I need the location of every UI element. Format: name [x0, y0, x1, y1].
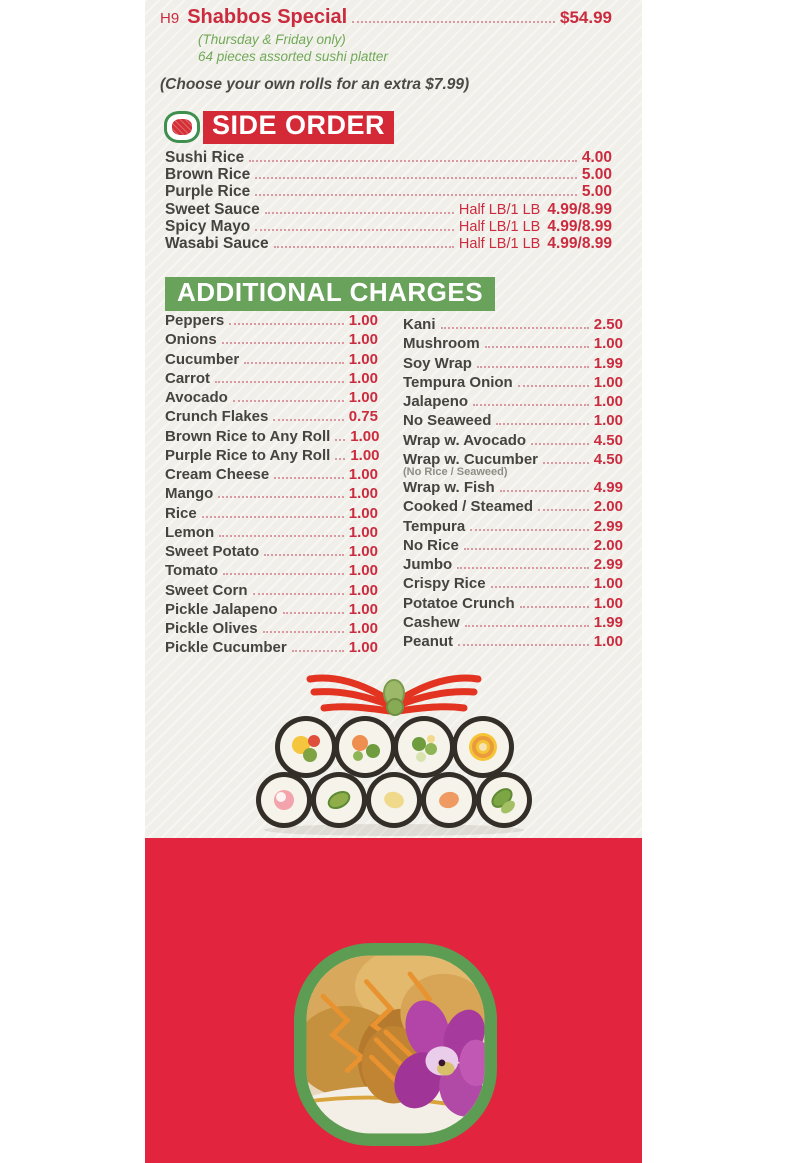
- item-name: Sushi Rice: [165, 149, 245, 166]
- item-price: $54.99: [560, 8, 612, 27]
- item-price: 1.00: [593, 373, 623, 391]
- item-price: 1.99: [593, 613, 623, 631]
- menu-item-row: [165, 183, 612, 200]
- menu-item: [403, 556, 623, 575]
- menu-item: [165, 601, 378, 620]
- menu-item: [165, 505, 378, 524]
- dotted-leader: [500, 490, 589, 492]
- item-price: 1.00: [348, 600, 378, 618]
- item-name: Sweet Corn: [165, 581, 248, 599]
- menu-item-row: [165, 408, 378, 427]
- dotted-leader: [531, 443, 589, 445]
- item-name: Pickle Jalapeno: [165, 600, 278, 618]
- dotted-leader: [441, 327, 589, 329]
- item-name: No Rice: [403, 536, 459, 554]
- item-price: 1.00: [348, 466, 378, 483]
- menu-item-row: [165, 543, 378, 562]
- item-name: Mushroom: [403, 335, 480, 353]
- item-price: 1.00: [348, 485, 378, 503]
- menu-item: [403, 432, 623, 451]
- item-price: 1.00: [348, 312, 378, 329]
- item-price: 1.00: [348, 620, 378, 637]
- dotted-leader: [458, 644, 589, 646]
- dotted-leader: [464, 548, 589, 550]
- menu-item: [403, 451, 623, 479]
- sushi-platter-image: [254, 661, 534, 842]
- menu-item-row: [165, 620, 378, 639]
- menu-item-row: [165, 389, 378, 408]
- item-name: Spicy Mayo: [165, 217, 251, 235]
- menu-item: [403, 355, 623, 374]
- menu-item: [403, 393, 623, 412]
- menu-item: [403, 479, 623, 498]
- dotted-leader: [229, 323, 344, 325]
- item-name: Cashew: [403, 613, 460, 631]
- menu-item: [165, 428, 378, 447]
- item-code: H9: [160, 10, 180, 27]
- dotted-leader: [496, 423, 588, 425]
- dotted-leader: [249, 160, 577, 162]
- dotted-leader: [273, 419, 343, 421]
- item-name: Crunch Flakes: [165, 408, 269, 426]
- menu-item-row: [165, 639, 378, 658]
- item-name: Soy Wrap: [403, 354, 472, 372]
- item-name: Wrap w. Avocado: [403, 431, 527, 449]
- garnish-knot: [384, 680, 404, 715]
- menu-item-row: [165, 235, 612, 252]
- tempura-orchid-image: [294, 943, 497, 1151]
- dotted-leader: [465, 625, 589, 627]
- dotted-leader: [274, 246, 454, 248]
- dotted-leader: [223, 573, 344, 575]
- item-price: 1.00: [350, 427, 380, 445]
- item-name: Kani: [403, 316, 436, 333]
- dotted-leader: [538, 509, 589, 511]
- item-name: Wrap w. Cucumber: [403, 450, 539, 468]
- menu-item: [165, 620, 378, 639]
- side-order-header: [164, 111, 394, 144]
- menu-item: [165, 582, 378, 601]
- dotted-leader: [253, 593, 344, 595]
- side-order-title: SIDE ORDER: [203, 111, 394, 144]
- menu-item-row: [403, 518, 623, 537]
- item-price: 1.99: [593, 354, 623, 372]
- additional-charges-left-column: [165, 312, 378, 659]
- item-name: Purple Rice: [165, 183, 251, 201]
- dotted-leader: [255, 177, 577, 179]
- shabbos-special-section: [160, 6, 612, 66]
- dotted-leader: [335, 458, 345, 460]
- dotted-leader: [218, 496, 343, 498]
- dotted-leader: [265, 212, 454, 214]
- item-name: Purple Rice to Any Roll: [165, 446, 331, 464]
- menu-item-row: [165, 466, 378, 485]
- item-name: Wrap w. Fish: [403, 479, 495, 496]
- menu-item-row: [403, 595, 623, 614]
- dotted-leader: [457, 567, 589, 569]
- item-name: Sweet Sauce: [165, 200, 260, 218]
- item-name: Crispy Rice: [403, 575, 486, 593]
- item-name: Mango: [165, 485, 214, 503]
- dotted-leader: [264, 554, 344, 556]
- item-price: 1.00: [593, 633, 623, 650]
- dotted-leader: [543, 462, 589, 464]
- menu-item: [165, 447, 378, 466]
- menu-item: [165, 524, 378, 543]
- item-name: Tempura: [403, 517, 466, 535]
- item-name: Pickle Cucumber: [165, 639, 287, 657]
- menu-item: [165, 562, 378, 581]
- item-price: 2.99: [593, 556, 623, 573]
- item-name: Avocado: [165, 389, 228, 406]
- item-name: Lemon: [165, 523, 215, 541]
- menu-item-row: [165, 485, 378, 504]
- item-unit: Half LB/1 LB: [458, 201, 541, 218]
- item-price: 2.00: [593, 536, 623, 554]
- menu-item: [403, 633, 623, 652]
- item-price: 1.00: [348, 562, 378, 580]
- menu-item: [165, 485, 378, 504]
- menu-page: [145, 0, 642, 1163]
- item-price: 1.00: [348, 389, 378, 406]
- menu-item-row: [403, 556, 623, 575]
- menu-item-row: [403, 614, 623, 633]
- dotted-leader: [222, 342, 344, 344]
- dotted-leader: [477, 366, 589, 368]
- menu-item: [403, 614, 623, 633]
- item-name: Rice: [165, 504, 197, 522]
- menu-item-row: [165, 428, 378, 447]
- menu-item: [165, 466, 378, 485]
- menu-item: [403, 537, 623, 556]
- item-unit: Half LB/1 LB: [458, 235, 541, 252]
- choose-rolls-note: (Choose your own rolls for an extra $7.99): [160, 76, 470, 93]
- menu-item: [403, 316, 623, 335]
- item-price: 5.00: [581, 166, 612, 184]
- item-price: 2.00: [593, 498, 623, 516]
- bottom-roll-row: [256, 772, 532, 828]
- dotted-leader: [491, 586, 589, 588]
- dotted-leader: [485, 346, 589, 348]
- item-name: Brown Rice to Any Roll: [165, 427, 331, 445]
- dotted-leader: [470, 529, 589, 531]
- dotted-leader: [335, 439, 345, 441]
- item-price: 2.50: [593, 316, 623, 333]
- item-name: Cooked / Steamed: [403, 498, 534, 516]
- menu-item: [165, 543, 378, 562]
- item-price: 2.99: [593, 517, 623, 535]
- item-name: Onions: [165, 331, 217, 349]
- menu-item-row: [403, 335, 623, 354]
- item-name: Shabbos Special: [187, 6, 348, 28]
- dotted-leader: [215, 381, 344, 383]
- item-price: 1.00: [593, 335, 623, 353]
- menu-item: [165, 639, 378, 658]
- special-note-pieces: 64 pieces assorted sushi platter: [198, 49, 388, 65]
- item-price: 1.00: [348, 523, 378, 541]
- menu-item: [165, 408, 378, 427]
- dotted-leader: [274, 477, 344, 479]
- menu-item-row: [403, 498, 623, 517]
- menu-item: [403, 412, 623, 431]
- item-price: 4.99: [593, 479, 623, 496]
- menu-item-row: [165, 582, 378, 601]
- bottom-red-panel: [145, 838, 642, 1163]
- menu-item-row: [403, 355, 623, 374]
- menu-item-row: [403, 374, 623, 393]
- menu-item-row: [403, 316, 623, 335]
- menu-item-row: [165, 149, 612, 166]
- dotted-leader: [292, 650, 344, 652]
- menu-item-row: [165, 447, 378, 466]
- dotted-leader: [283, 612, 344, 614]
- item-price: 4.50: [593, 450, 623, 468]
- menu-item-row: [165, 370, 378, 389]
- additional-charges-title: ADDITIONAL CHARGES: [165, 277, 495, 311]
- item-price: 1.00: [348, 581, 378, 599]
- dotted-leader: [473, 404, 589, 406]
- dotted-leader: [255, 229, 454, 231]
- item-name: Jumbo: [403, 556, 453, 573]
- item-price: 0.75: [348, 408, 378, 426]
- menu-item-row: [165, 562, 378, 581]
- dotted-leader: [233, 400, 344, 402]
- additional-charges-right-column: [403, 316, 623, 652]
- menu-item-row: [165, 351, 378, 370]
- menu-item-row: [403, 393, 623, 412]
- item-price: 4.00: [581, 149, 612, 166]
- item-unit: Half LB/1 LB: [458, 218, 541, 235]
- dotted-leader: [255, 194, 577, 196]
- item-name: Peppers: [165, 312, 225, 329]
- dotted-leader: [244, 362, 344, 364]
- menu-item: [403, 595, 623, 614]
- menu-item-row: [165, 312, 378, 331]
- item-name: Potatoe Crunch: [403, 594, 515, 612]
- menu-item: [165, 312, 378, 331]
- special-note-days: (Thursday & Friday only): [198, 32, 346, 47]
- item-price: 1.00: [348, 350, 378, 368]
- dotted-leader: [520, 606, 589, 608]
- menu-item-row: [165, 331, 378, 350]
- menu-item-row: [403, 537, 623, 556]
- item-price: 1.00: [350, 446, 380, 464]
- item-name: Pickle Olives: [165, 620, 258, 637]
- item-price: 1.00: [593, 412, 623, 430]
- menu-item-row: [165, 166, 612, 183]
- special-notes: [198, 31, 612, 66]
- menu-item-row: [165, 201, 612, 218]
- item-name: Tomato: [165, 562, 219, 580]
- sushi-roll-icon: [164, 111, 200, 143]
- dotted-leader: [202, 516, 344, 518]
- menu-item: [403, 575, 623, 594]
- menu-item-row: [403, 575, 623, 594]
- menu-item-row: [403, 432, 623, 451]
- menu-item: [403, 498, 623, 517]
- item-price: 1.00: [348, 331, 378, 349]
- menu-item: [403, 374, 623, 393]
- item-price: 1.00: [593, 575, 623, 593]
- menu-item: [165, 389, 378, 408]
- item-price: 1.00: [348, 504, 378, 522]
- menu-item-row: [403, 633, 623, 652]
- menu-item: [403, 335, 623, 354]
- menu-item: [165, 331, 378, 350]
- menu-item-row: [403, 412, 623, 431]
- dotted-leader: [352, 21, 555, 23]
- menu-item-row: [403, 479, 623, 498]
- item-name: Cucumber: [165, 350, 240, 368]
- top-roll-row: [275, 716, 514, 778]
- item-name: Cream Cheese: [165, 466, 270, 483]
- menu-item-row: [165, 601, 378, 620]
- item-name: Sweet Potato: [165, 543, 260, 560]
- menu-item: [165, 351, 378, 370]
- item-price: 1.00: [348, 639, 378, 657]
- item-name: Tempura Onion: [403, 373, 513, 391]
- dotted-leader: [518, 385, 589, 387]
- menu-item: [165, 370, 378, 389]
- menu-item-row: [165, 524, 378, 543]
- item-name: No Seaweed: [403, 412, 492, 430]
- item-price: 5.00: [581, 183, 612, 201]
- item-note: (No Rice / Seaweed): [403, 466, 508, 478]
- item-price: 4.99/8.99: [547, 217, 612, 235]
- dotted-leader: [219, 535, 344, 537]
- item-name: Jalapeno: [403, 393, 469, 410]
- item-price: 4.99/8.99: [547, 200, 612, 218]
- side-order-list: [165, 149, 612, 252]
- item-name: Brown Rice: [165, 166, 251, 184]
- item-name: Carrot: [165, 369, 211, 387]
- item-price: 1.00: [348, 543, 378, 560]
- menu-item: [403, 518, 623, 537]
- item-price: 1.00: [348, 369, 378, 387]
- item-price: 1.00: [593, 594, 623, 612]
- item-name: Wasabi Sauce: [165, 234, 269, 252]
- menu-item-row: [165, 505, 378, 524]
- menu-item-row: [165, 218, 612, 235]
- item-price: 4.50: [593, 431, 623, 449]
- item-name: Peanut: [403, 633, 454, 650]
- item-price: 1.00: [593, 393, 623, 410]
- item-price: 4.99/8.99: [547, 234, 612, 252]
- dotted-leader: [263, 631, 344, 633]
